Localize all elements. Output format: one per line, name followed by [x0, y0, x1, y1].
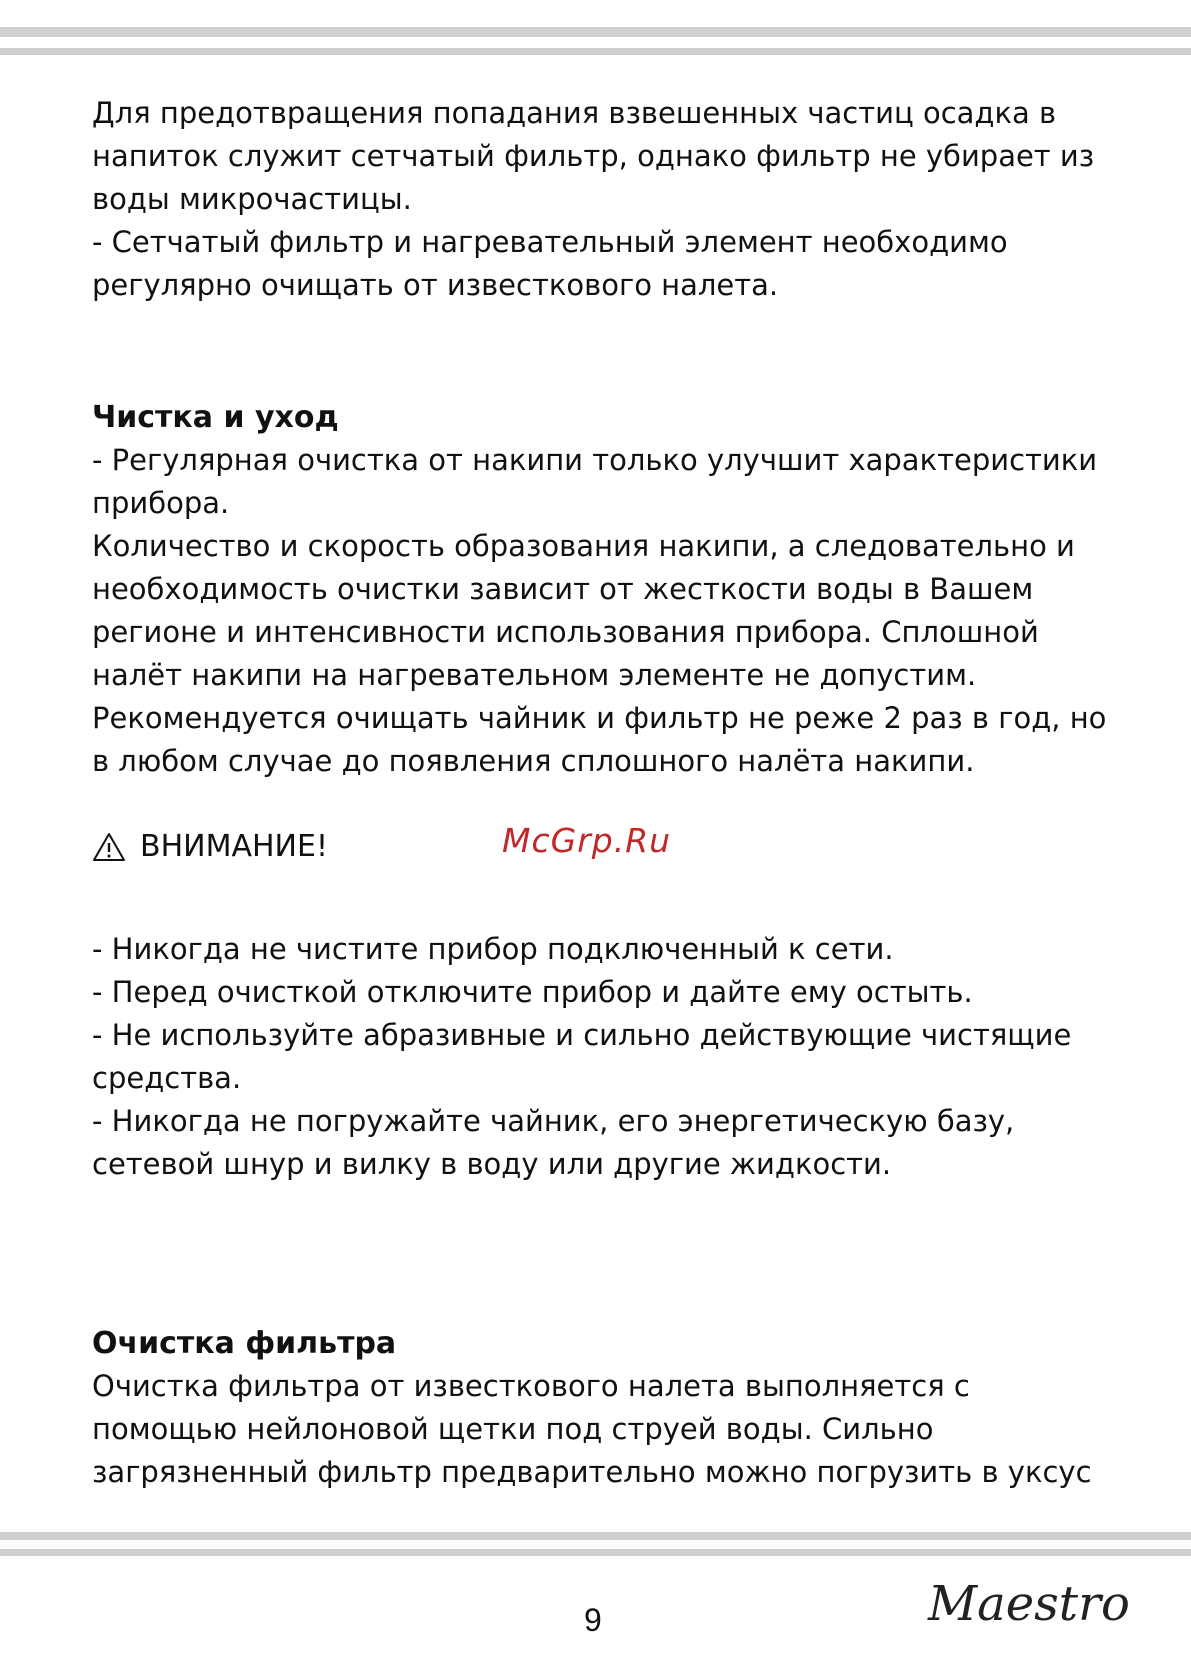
warning-triangle-icon [92, 832, 126, 862]
page-number: 9 [584, 1602, 602, 1638]
warning-label: ВНИМАНИЕ! [140, 829, 328, 864]
filter-line: Очистка фильтра от известкового налета выполняется с [92, 1369, 970, 1403]
filter-line: помощью нейлоновой щетки под струей воды. Сильно [92, 1412, 934, 1446]
top-rule-thick [0, 27, 1191, 37]
warning-line: - Не используйте абразивные и сильно действующие чистящие [92, 1018, 1072, 1052]
care-heading: Чистка и уход [92, 400, 339, 435]
warning-header [92, 821, 1112, 875]
filter-section [92, 1322, 1092, 1494]
warning-line: - Никогда не чистите прибор подключенный к сети. [92, 932, 894, 966]
warning-line: - Никогда не погружайте чайник, его энергетическую базу, [92, 1104, 1015, 1138]
warning-line: средства. [92, 1061, 242, 1095]
intro-line: воды микрочастицы. [92, 182, 412, 216]
care-line: Рекомендуется очищать чайник и фильтр не реже 2 раз в год, но [92, 701, 1107, 735]
care-line: необходимость очистки зависит от жесткости воды в Вашем [92, 572, 1034, 606]
care-line: прибора. [92, 486, 230, 520]
filter-line: загрязненный фильтр предварительно можно погрузить в уксус [92, 1455, 1092, 1489]
warning-line: сетевой шнур и вилку в воду или другие жидкости. [92, 1147, 892, 1181]
care-line: в любом случае до появления сплошного налёта накипи. [92, 744, 975, 778]
bottom-rule-thin [0, 1549, 1191, 1556]
care-line: - Регулярная очистка от накипи только улучшит характеристики [92, 443, 1098, 477]
warning-line: - Перед очисткой отключите прибор и дайте ему остыть. [92, 975, 973, 1009]
intro-line: Для предотвращения попадания взвешенных частиц осадка в [92, 96, 1057, 130]
top-rule-thin [0, 48, 1191, 55]
intro-section [92, 92, 1094, 307]
care-section [92, 396, 1106, 783]
care-line: регионе и интенсивности использования прибора. Сплошной [92, 615, 1039, 649]
bottom-rule-thick [0, 1532, 1191, 1540]
intro-line: регулярно очищать от известкового налета. [92, 268, 779, 302]
warning-list [92, 928, 1071, 1186]
care-line: Количество и скорость образования накипи, а следовательно и [92, 529, 1075, 563]
care-line: налёт накипи на нагревательном элементе не допустим. [92, 658, 977, 692]
watermark-text: McGrp.Ru [502, 821, 672, 860]
filter-heading: Очистка фильтра [92, 1326, 397, 1361]
intro-line: - Сетчатый фильтр и нагревательный элемент необходимо [92, 225, 1008, 259]
intro-line: напиток служит сетчатый фильтр, однако фильтр не убирает из [92, 139, 1095, 173]
brand-logo: Maestro [928, 1576, 1130, 1632]
